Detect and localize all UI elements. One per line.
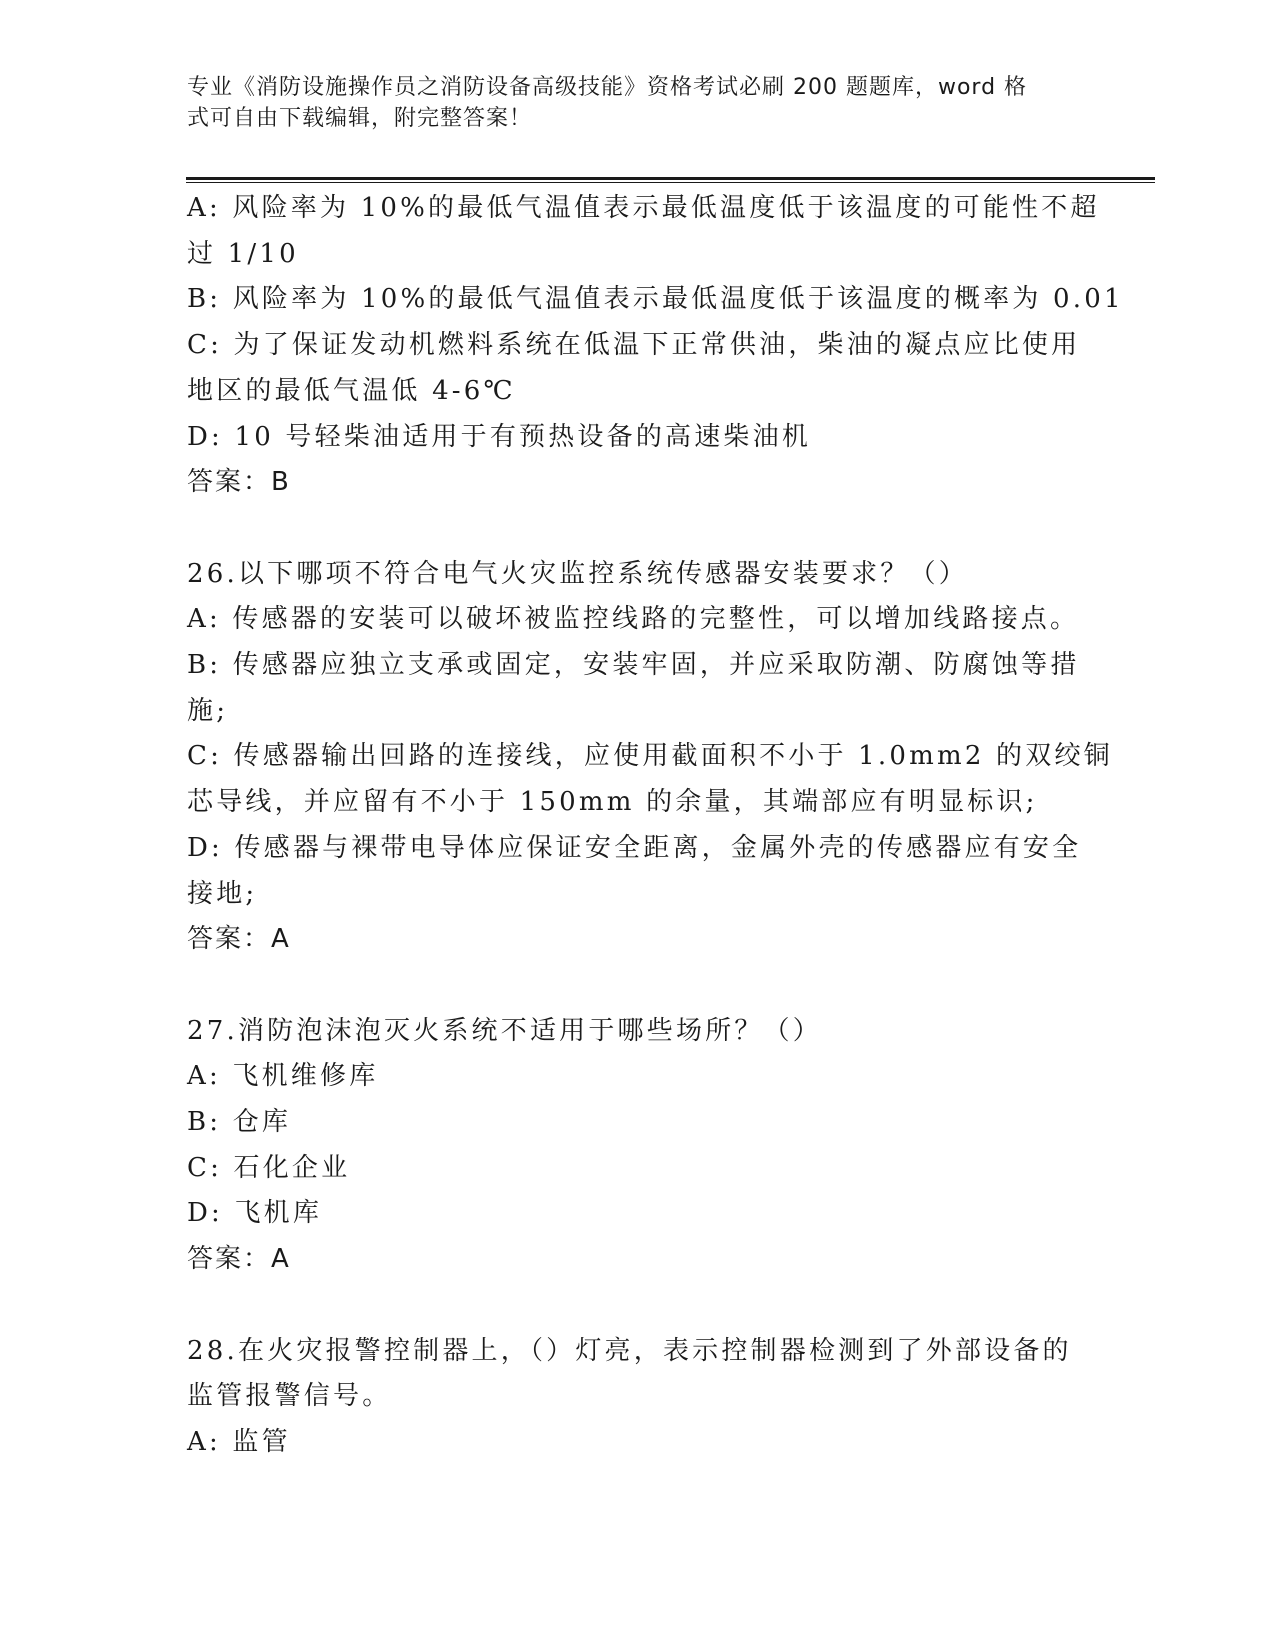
- option-d-line-2: 接地;: [187, 878, 258, 909]
- option-b: B: 风险率为 10%的最低气温值表示最低温度低于该温度的概率为 0.01: [187, 284, 1124, 315]
- answer: 答案：A: [187, 924, 291, 955]
- option-a-line-1: A: 风险率为 10%的最低气温值表示最低温度低于该温度的可能性不超: [187, 193, 1100, 223]
- question-25-options: [187, 186, 1124, 506]
- question-stem: 26.以下哪项不符合电气火灾监控系统传感器安装要求？（）: [187, 558, 968, 589]
- question-27: [187, 1009, 1077, 1283]
- question-28: [187, 1329, 1077, 1466]
- answer: 答案：A: [187, 1244, 291, 1275]
- header-divider-thin: [186, 182, 1155, 183]
- answer: 答案：B: [187, 467, 291, 498]
- option-d: D: 飞机库: [187, 1198, 323, 1229]
- spacer: [187, 1283, 1077, 1329]
- document-header: [187, 72, 1067, 134]
- header-divider-thick: [186, 177, 1155, 180]
- option-c-line-2: 芯导线，并应留有不小于 150mm 的余量，其端部应有明显标识;: [187, 787, 1038, 818]
- option-b: B: 仓库: [187, 1107, 292, 1138]
- option-a: A: 传感器的安装可以破坏被监控线路的完整性，可以增加线路接点。: [187, 604, 1080, 635]
- option-a: A: 飞机维修库: [187, 1061, 379, 1092]
- option-c: C: 石化企业: [187, 1152, 351, 1183]
- question-26: [187, 552, 1113, 963]
- option-c-line-1: C: 传感器输出回路的连接线，应使用截面积不小于 1.0mm2 的双绞铜: [187, 741, 1113, 772]
- option-d: D: 10 号轻柴油适用于有预热设备的高速柴油机: [187, 421, 812, 452]
- spacer: [187, 506, 1077, 552]
- option-a: A: 监管: [187, 1426, 291, 1457]
- question-stem-line-1: 28.在火灾报警控制器上，（）灯亮，表示控制器检测到了外部设备的: [187, 1335, 1072, 1366]
- question-stem: 27.消防泡沫泡灭火系统不适用于哪些场所？（）: [187, 1015, 822, 1046]
- header-line-1: 专业《消防设施操作员之消防设备高级技能》资格考试必刷 200 题题库，word 格: [187, 75, 1028, 100]
- header-line-2: 式可自由下载编辑，附完整答案！: [187, 106, 533, 131]
- option-b-line-2: 施;: [187, 695, 229, 726]
- option-c-line-2: 地区的最低气温低 4-6℃: [187, 375, 516, 406]
- option-c-line-1: C: 为了保证发动机燃料系统在低温下正常供油，柴油的凝点应比使用: [187, 330, 1081, 361]
- question-content: [187, 186, 1124, 1466]
- option-a-line-2: 过 1/10: [187, 238, 299, 269]
- spacer: [187, 963, 1077, 1009]
- question-stem-line-2: 监管报警信号。: [187, 1381, 392, 1412]
- option-d-line-1: D: 传感器与裸带电导体应保证安全距离，金属外壳的传感器应有安全: [187, 832, 1082, 863]
- option-b-line-1: B: 传感器应独立支承或固定，安装牢固，并应采取防潮、防腐蚀等措: [187, 650, 1080, 681]
